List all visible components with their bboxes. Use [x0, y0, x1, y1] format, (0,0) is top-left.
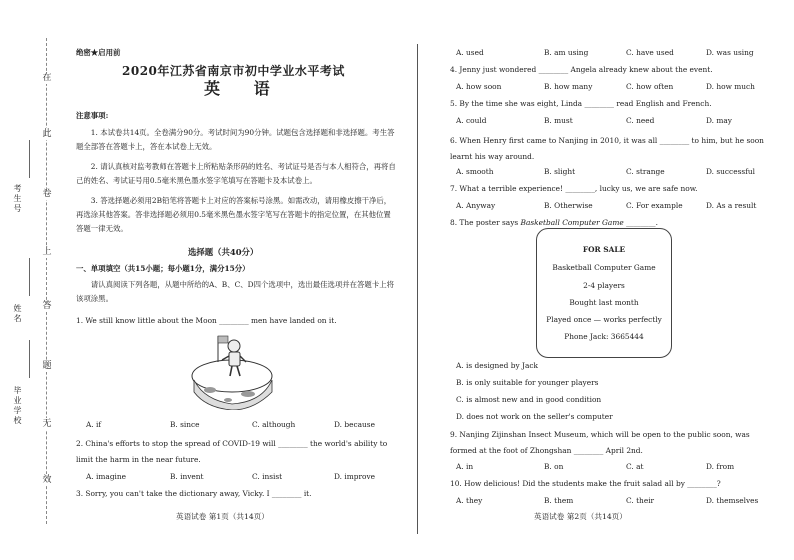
- question-5-stem: 5. By the time she was eight, Linda ________ read English and French.: [450, 99, 712, 108]
- q9-option-b: B. on: [544, 462, 564, 471]
- q1-option-a: A. if: [86, 420, 102, 429]
- question-9-stem: 9. Nanjing Zijinshan Insect Museum, which will be open to the public soon, was formed at the foot of Zhongshan ________ April 2nd.: [450, 430, 750, 455]
- notice-heading: 注意事项:: [76, 111, 109, 120]
- poster-line: Bought last month: [569, 298, 639, 307]
- q5-option-b: B. must: [544, 116, 573, 125]
- q8-option-b: B. is only suitable for younger players: [456, 378, 599, 387]
- fill-line: [29, 340, 30, 378]
- poster-line: Basketball Computer Game: [552, 263, 656, 272]
- q4-option-b: B. how many: [544, 82, 593, 91]
- q4-option-a: A. how soon: [456, 82, 502, 91]
- question-4-stem: 4. Jenny just wondered ________ Angela already knew about the event.: [450, 65, 713, 74]
- q7-option-c: C. For example: [626, 201, 683, 210]
- binding-char: 在: [42, 73, 52, 83]
- q10-option-b: B. them: [544, 496, 574, 505]
- q8-option-a: A. is designed by Jack: [456, 361, 538, 370]
- binding-char: 此: [42, 129, 52, 139]
- question-10-stem: 10. How delicious! Did the students make the fruit salad all by ________?: [450, 479, 721, 488]
- q9-option-c: C. at: [626, 462, 644, 471]
- q7-option-b: B. Otherwise: [544, 201, 593, 210]
- q10-option-a: A. they: [456, 496, 483, 505]
- fill-line: [29, 258, 30, 296]
- fill-line: [29, 140, 30, 178]
- q3-option-d: D. was using: [706, 48, 754, 57]
- q2-option-b: B. invent: [170, 472, 204, 481]
- q3-option-a: A. used: [456, 48, 484, 57]
- question-8-stem: 8. The poster says Basketball Computer Game ________.: [450, 218, 658, 227]
- subject-title: 英 语: [204, 79, 284, 98]
- q6-option-b: B. slight: [544, 167, 576, 176]
- q8-option-d: D. does not work on the seller's computer: [456, 412, 613, 421]
- question-7-stem: 7. What a terrible experience! ________, lucky us, we are safe now.: [450, 184, 698, 193]
- q6-option-a: A. smooth: [456, 167, 494, 176]
- poster-line: Phone Jack: 3665444: [564, 332, 644, 341]
- question-2-stem: 2. China's efforts to stop the spread of COVID-19 will ________ the world's ability to limit the harm in the near future.: [76, 439, 388, 464]
- page-1-footer: 英语试卷 第1页（共14页）: [176, 512, 269, 521]
- page-2-footer: 英语试卷 第2页（共14页）: [534, 512, 627, 521]
- q2-option-a: A. imagine: [86, 472, 127, 481]
- exam-title: 2020年江苏省南京市初中学业水平考试: [122, 64, 345, 78]
- binding-char: 答: [42, 301, 52, 311]
- poster-line: 2-4 players: [583, 281, 625, 290]
- q6-option-d: D. successful: [706, 167, 756, 176]
- notice-item-3: 3. 答选择题必须用2B铅笔将答题卡上对应的答案标号涂黑。如需改动，请用橡皮擦干净后，再选涂其他答案。答非选择题必须用0.5毫米黑色墨水签字笔写在答题卡的指定位置，在其他位置答题一律无效。: [76, 196, 392, 233]
- q4-option-d: D. how much: [706, 82, 755, 91]
- binding-char: 无: [42, 419, 52, 429]
- part1-instruction: 请认真阅读下列各题，从题中所给的A、B、C、D四个选项中，选出最佳选项并在答题卡上将该项涂黑。: [76, 280, 394, 303]
- poster-heading: FOR SALE: [582, 245, 626, 254]
- q5-option-a: A. could: [456, 116, 487, 125]
- section-title: 选择题（共40分）: [188, 247, 259, 257]
- secret-mark: 绝密★启用前: [76, 48, 121, 57]
- q6-option-c: C. strange: [626, 167, 665, 176]
- q1-option-d: D. because: [334, 420, 375, 429]
- binding-dashed-line: [46, 38, 47, 524]
- q3-option-c: C. have used: [626, 48, 674, 57]
- notice-item-2: 2. 请认真核对监考教师在答题卡上所粘贴条形码的姓名、考试证号是否与本人相符合，再将自己的姓名、考试证号用0.5毫米黑色墨水签字笔填写在答题卡及本试卷上。: [76, 162, 396, 185]
- q9-option-a: A. in: [456, 462, 474, 471]
- for-sale-poster: [536, 228, 672, 358]
- q5-option-d: D. may: [706, 116, 732, 125]
- q3-option-b: B. am using: [544, 48, 589, 57]
- q10-option-d: D. themselves: [706, 496, 759, 505]
- label-exam-number: 考生号: [13, 184, 22, 214]
- label-name: 姓名: [13, 304, 22, 324]
- q2-option-c: C. insist: [252, 472, 283, 481]
- q10-option-c: C. their: [626, 496, 655, 505]
- q1-option-c: C. although: [252, 420, 296, 429]
- question-6-stem: 6. When Henry first came to Nanjing in 2010, it was all ________ to him, but he soon learnt his way around.: [450, 136, 764, 161]
- notice-item-1: 1. 本试卷共14页。全卷满分90分。考试时间为90分钟。试题包含选择题和非选择题。考生答题全部答在答题卡上，答在本试卷上无效。: [76, 128, 395, 151]
- page-divider: [417, 44, 418, 534]
- q7-option-d: D. As a result: [706, 201, 757, 210]
- binding-char: 效: [42, 475, 52, 485]
- binding-char: 卷: [42, 189, 52, 199]
- question-3-stem: 3. Sorry, you can't take the dictionary away, Vicky. I ________ it.: [76, 489, 312, 498]
- question-1-stem: 1. We still know little about the Moon ________ men have landed on it.: [76, 316, 337, 325]
- binding-char: 上: [42, 247, 52, 257]
- part1-title: 一、单项填空（共15小题；每小题1分，满分15分）: [76, 264, 250, 273]
- binding-char: 题: [42, 361, 52, 371]
- q8-option-c: C. is almost new and in good condition: [456, 395, 602, 404]
- poster-line: Played once — works perfectly: [546, 315, 662, 324]
- astronaut-illustration: [184, 330, 280, 410]
- q1-option-b: B. since: [170, 420, 200, 429]
- q2-option-d: D. improve: [334, 472, 375, 481]
- q9-option-d: D. from: [706, 462, 735, 471]
- q4-option-c: C. how often: [626, 82, 674, 91]
- q5-option-c: C. need: [626, 116, 655, 125]
- label-school: 毕业学校: [13, 386, 22, 426]
- q7-option-a: A. Anyway: [456, 201, 496, 210]
